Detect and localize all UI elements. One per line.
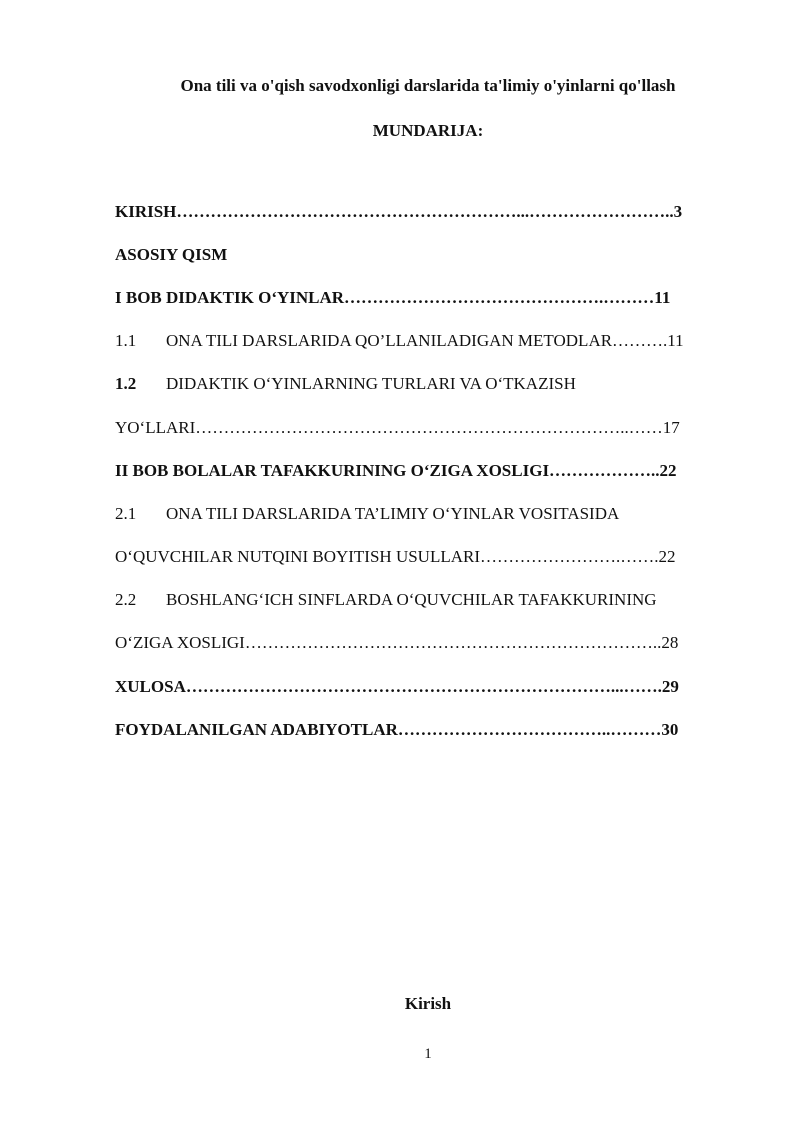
toc-entry-text: BOSHLANG‘ICH SINFLARDA O‘QUVCHILAR TAFAKKURINING [166,590,657,609]
toc-entry-text: DIDAKTIK O‘YINLARNING TURLARI VA O‘TKAZISH [166,374,576,393]
toc-entry-xulosa [115,676,745,698]
toc-entry-chapter-1 [115,287,745,309]
toc-entry-text: ONA TILI DARSLARIDA QO’LLANILADIGAN METODLAR……….11 [166,331,684,350]
toc-entry-asosiy-qism [115,244,745,266]
toc-entry-section-1-2 [115,373,745,395]
toc-entry-text: FOYDALANILGAN ADABIYOTLAR………………………………..………30 [115,720,679,739]
toc-entry-text: XULOSA…………………………………………………………………...…….29 [115,677,679,696]
toc-entry-number: 2.2 [115,590,137,609]
toc-entry-text: O‘QUVCHILAR NUTQINI BOYITISH USULLARI…………………….…….22 [115,547,676,566]
toc-entry-number: 1.1 [115,331,137,350]
toc-entry-chapter-2 [115,460,745,482]
document-title: Ona tili va o'qish savodxonligi darslarida ta'limiy o'yinlarni qo'llash [180,76,676,95]
toc-entry-text: I BOB DIDAKTIK O‘YINLAR……………………………………….………11 [115,288,671,307]
toc-entry-references [115,719,745,741]
section-heading: Kirish [404,994,452,1013]
page-number: 1 [424,1046,432,1062]
toc-entry-section-1-2-cont [115,417,745,439]
toc-entry-text: II BOB BOLALAR TAFAKKURINING O‘ZIGA XOSLIGI………………..22 [115,461,677,480]
toc-entry-text: ASOSIY QISM [115,245,228,264]
toc-entry-kirish [115,201,745,223]
toc-entry-number: 1.2 [115,374,137,393]
toc-entry-section-2-1-cont [115,546,745,568]
toc-entry-text: YO‘LLARI…………………………………………………………………..……17 [115,418,680,437]
toc-entry-section-1-1 [115,330,745,352]
toc-entry-text: ONA TILI DARSLARIDA TA’LIMIY O‘YINLAR VOSITASIDA [166,504,620,523]
toc-entry-text: KIRISH……………………………………………………...……………………..3 [115,202,683,221]
toc-entry-text: O‘ZIGA XOSLIGI………………………………………………………………..28 [115,633,679,652]
toc-heading: MUNDARIJA: [372,121,484,140]
toc-entry-section-2-2-cont [115,632,745,654]
toc-entry-section-2-1 [115,503,745,525]
toc-entry-number: 2.1 [115,504,137,523]
toc-entry-section-2-2 [115,589,745,611]
